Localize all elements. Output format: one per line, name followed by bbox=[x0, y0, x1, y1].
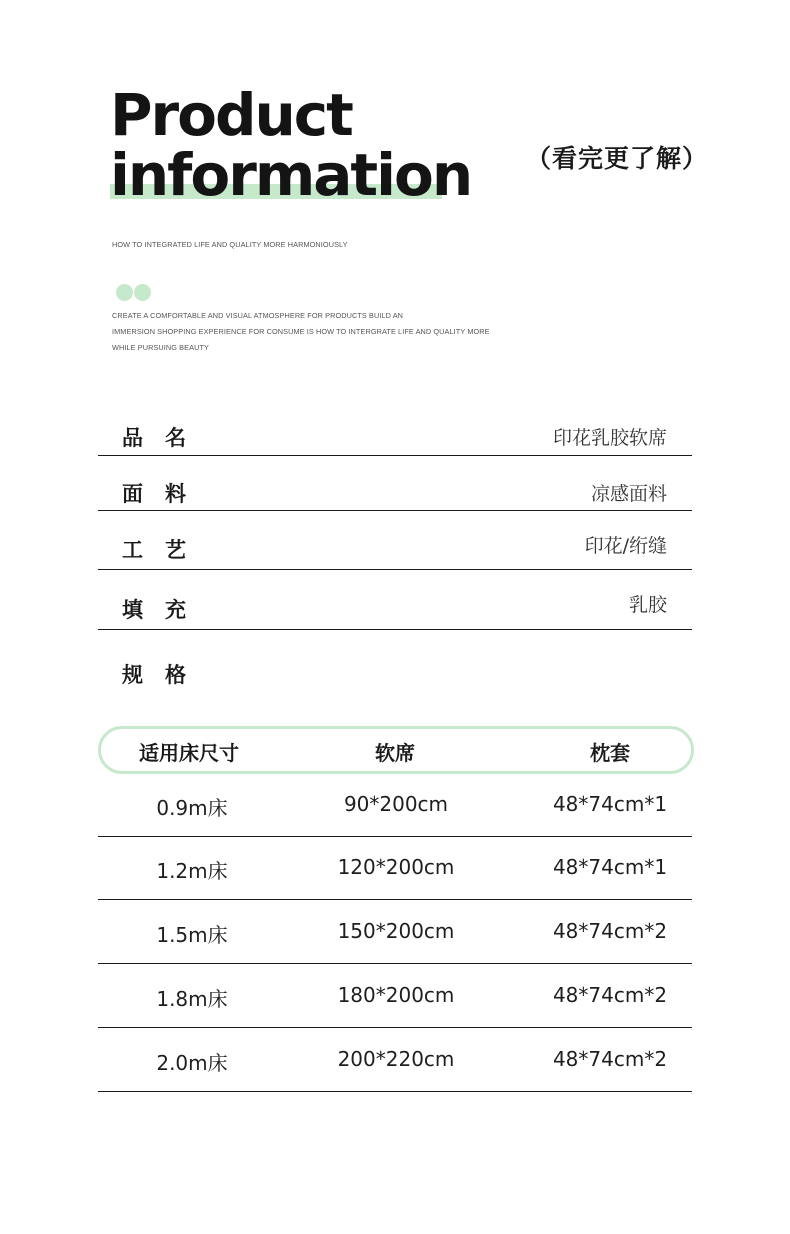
info-label-filling: 填充 bbox=[122, 598, 208, 622]
table-cell: 1.2m床 bbox=[156, 859, 228, 883]
table-row-divider bbox=[98, 1027, 692, 1028]
table-cell: 90*200cm bbox=[343, 792, 449, 816]
table-header-mat: 软席 bbox=[375, 741, 415, 765]
table-header-pillowcase: 枕套 bbox=[590, 741, 630, 765]
info-value-filling: 乳胶 bbox=[628, 594, 667, 616]
divider bbox=[98, 455, 692, 456]
table-cell: 150*200cm bbox=[337, 919, 455, 943]
tagline: HOW TO INTEGRATED LIFE AND QUALITY MORE HARMONIOUSLY bbox=[112, 240, 348, 249]
info-label-craft: 工艺 bbox=[122, 538, 208, 562]
info-label-fabric: 面料 bbox=[122, 482, 208, 506]
info-label-spec: 规格 bbox=[122, 663, 208, 687]
quote-mark-icon-2 bbox=[134, 284, 151, 301]
divider bbox=[98, 629, 692, 630]
table-header-bed-size: 适用床尺寸 bbox=[139, 741, 239, 765]
table-cell: 48*74cm*1 bbox=[552, 792, 668, 816]
table-cell: 0.9m床 bbox=[156, 796, 228, 820]
table-cell: 200*220cm bbox=[337, 1047, 455, 1071]
info-value-name: 印花乳胶软席 bbox=[552, 427, 667, 449]
table-cell: 2.0m床 bbox=[156, 1051, 228, 1075]
subtitle-cn: （看完更了解） bbox=[526, 144, 709, 173]
quote-line-2: IMMERSION SHOPPING EXPERIENCE FOR CONSUME IS HOW TO INTERGRATE LIFE AND QUALITY MORE bbox=[112, 327, 490, 336]
table-row-divider bbox=[98, 899, 692, 900]
table-row-divider bbox=[98, 836, 692, 837]
table-cell: 48*74cm*1 bbox=[552, 855, 668, 879]
table-cell: 48*74cm*2 bbox=[552, 919, 668, 943]
title-line-2: information bbox=[110, 141, 472, 209]
table-cell: 1.8m床 bbox=[156, 987, 228, 1011]
info-label-name: 品名 bbox=[122, 426, 208, 450]
table-cell: 120*200cm bbox=[337, 855, 455, 879]
quote-line-3: WHILE PURSUING BEAUTY bbox=[112, 343, 209, 352]
table-cell: 48*74cm*2 bbox=[552, 983, 668, 1007]
divider bbox=[98, 569, 692, 570]
title-line-1: Product bbox=[110, 81, 352, 149]
table-row-divider bbox=[98, 1091, 692, 1092]
quote-mark-icon bbox=[116, 284, 133, 301]
table-cell: 180*200cm bbox=[337, 983, 455, 1007]
table-cell: 1.5m床 bbox=[156, 923, 228, 947]
quote-line-1: CREATE A COMFORTABLE AND VISUAL ATMOSPHERE FOR PRODUCTS BUILD AN bbox=[112, 311, 404, 320]
info-value-fabric: 凉感面料 bbox=[590, 483, 667, 505]
table-row-divider bbox=[98, 963, 692, 964]
divider bbox=[98, 510, 692, 511]
info-value-craft: 印花/绗缝 bbox=[584, 535, 667, 557]
table-cell: 48*74cm*2 bbox=[552, 1047, 668, 1071]
